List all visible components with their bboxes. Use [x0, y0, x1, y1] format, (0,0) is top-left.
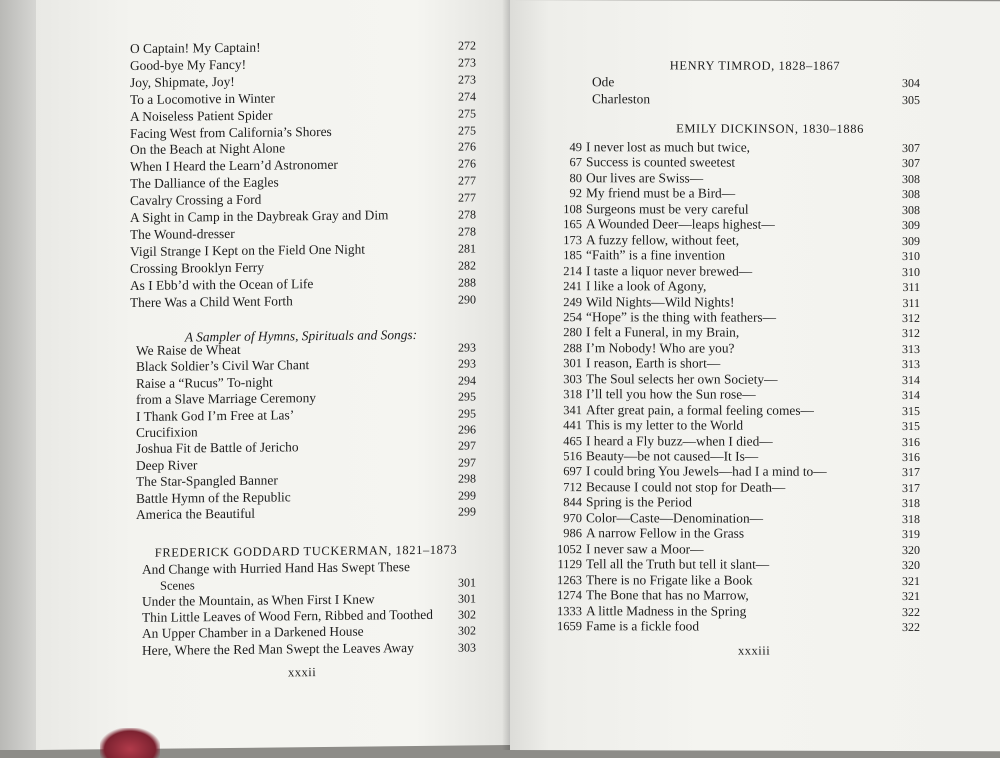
right-folio: xxxiii	[738, 643, 771, 658]
page-number: 320	[902, 542, 920, 557]
tuckerman-heading: FREDERICK GODDARD TUCKERMAN, 1821–1873	[154, 542, 458, 560]
poem-title: “Faith” is a fine invention	[586, 247, 726, 263]
poem-title: Deep River	[136, 457, 198, 473]
toc-entry	[550, 231, 920, 248]
poem-title: The Bone that has no Marrow,	[586, 587, 749, 603]
page-number: 307	[902, 141, 920, 156]
page-number: 318	[902, 511, 920, 526]
toc-entry-title	[550, 433, 773, 450]
toc-entry-title	[142, 640, 414, 659]
toc-entry-title	[550, 541, 704, 557]
page-number: 313	[902, 357, 920, 372]
page-number: 295	[458, 389, 476, 404]
poem-title: Black Soldier’s Civil War Chant	[136, 357, 310, 375]
page-number: 322	[902, 604, 920, 619]
poem-number: 303	[563, 371, 582, 386]
poem-title: The Star-Spangled Banner	[136, 472, 278, 490]
page-number: 317	[902, 480, 920, 495]
toc-entry-title	[550, 417, 743, 434]
page-number: 295	[458, 405, 476, 421]
toc-entry-title	[142, 607, 433, 626]
page-number: 308	[902, 202, 920, 217]
poem-number: 92	[569, 186, 582, 201]
poem-title: A Noiseless Patient Spider	[130, 107, 273, 124]
poem-title: I never lost as much but twice,	[586, 139, 750, 155]
page-number: 293	[458, 340, 476, 355]
page-number: 304	[902, 76, 920, 91]
poem-title: We Raise de Wheat	[136, 341, 241, 358]
left-folio: xxxii	[288, 665, 317, 680]
toc-entry	[550, 324, 920, 341]
poem-title: Vigil Strange I Kept on the Field One Night	[130, 241, 365, 259]
poem-title: Because I could not stop for Death—	[586, 479, 786, 495]
poem-title: And Change with Hurried Hand Has Swept These	[142, 559, 410, 577]
toc-entry	[550, 185, 920, 202]
page-number: 307	[902, 156, 920, 171]
right-page	[510, 0, 1000, 751]
poem-title: Color—Caste—Denomination—	[586, 509, 764, 526]
poem-title: Good-bye My Fancy!	[130, 56, 247, 73]
toc-entry-title	[136, 374, 273, 391]
page-number: 294	[458, 373, 476, 388]
poem-title: The Wound-dresser	[130, 225, 235, 242]
poem-title: I’m Nobody! Who are you?	[586, 340, 735, 356]
toc-entry-title	[550, 572, 753, 589]
toc-entry-title	[550, 510, 763, 527]
toc-entry-title	[550, 263, 752, 280]
page-number: 277	[458, 173, 476, 188]
poem-title: Surgeons must be very careful	[586, 200, 749, 217]
poem-title: Crossing Brooklyn Ferry	[130, 259, 264, 276]
page-number: 297	[458, 455, 476, 470]
page-number: 310	[902, 264, 920, 279]
poem-title: Our lives are Swiss—	[586, 170, 704, 186]
page-number: 310	[902, 249, 920, 264]
toc-entry-title	[550, 201, 749, 218]
toc-entry-title	[550, 309, 776, 326]
page-number: 315	[902, 419, 920, 434]
poem-title: Spring is the Period	[586, 494, 693, 510]
toc-entry	[550, 602, 920, 619]
poem-number: 214	[563, 263, 582, 278]
toc-entry-title	[550, 340, 735, 356]
page-number: 316	[902, 434, 920, 449]
poem-title: Beauty—be not caused—It Is—	[586, 448, 759, 464]
poem-number: 301	[563, 356, 582, 371]
poem-number: 165	[563, 217, 582, 232]
poem-title: The Dalliance of the Eagles	[130, 174, 279, 192]
poem-title: Success is counted sweetest	[586, 154, 736, 171]
poem-number: 1659	[557, 619, 582, 634]
toc-entry-title	[550, 556, 769, 573]
toc-entry-title	[550, 494, 692, 510]
toc-entry-title	[550, 618, 699, 634]
toc-entry-title	[550, 371, 778, 388]
toc-entry-title	[550, 155, 735, 171]
poem-number: 844	[563, 495, 582, 510]
poem-number: 1129	[557, 557, 582, 572]
page-number: 317	[902, 465, 920, 480]
page-number: 278	[458, 207, 476, 222]
poem-number: 712	[563, 480, 582, 495]
page-number: 298	[458, 471, 476, 486]
poem-title: Ode	[592, 74, 615, 90]
page-number: 296	[458, 422, 476, 437]
toc-entry-title	[130, 107, 272, 124]
poem-title: My friend must be a Bird—	[586, 185, 736, 201]
toc-entry-title	[136, 424, 198, 441]
poem-title: This is my letter to the World	[586, 417, 744, 433]
page-number: 273	[458, 72, 476, 87]
toc-entry-title	[550, 448, 758, 465]
toc-entry	[550, 355, 920, 372]
poem-number: 970	[563, 510, 582, 525]
left-page	[36, 0, 512, 750]
poem-title: “Hope” is the thing with feathers—	[586, 309, 777, 325]
toc-entry-title	[136, 457, 197, 474]
poem-title: Thin Little Leaves of Wood Fern, Ribbed and Toothed	[142, 607, 433, 626]
toc-entry-title	[136, 390, 316, 408]
page-number: 312	[902, 326, 920, 341]
page-number: 316	[902, 450, 920, 465]
poem-title: I reason, Earth is short—	[586, 355, 721, 371]
toc-entry	[550, 571, 920, 588]
poem-title: I never saw a Moor—	[586, 540, 704, 557]
toc-entry-title	[136, 473, 278, 490]
toc-entry-title	[592, 91, 650, 107]
page-number: 272	[458, 38, 476, 53]
toc-entry-title	[550, 247, 725, 263]
page-number: 322	[902, 619, 920, 635]
poem-title: Joy, Shipmate, Joy!	[130, 73, 235, 90]
toc-entry-title	[550, 355, 720, 371]
toc-entry-title	[550, 525, 744, 542]
poem-title: I’ll tell you how the Sun rose—	[586, 386, 756, 402]
toc-entry-title	[550, 185, 735, 201]
poem-title: There is no Frigate like a Book	[586, 571, 753, 588]
page-number: 309	[902, 218, 920, 233]
page-number: 299	[458, 504, 476, 519]
toc-entry-title	[130, 57, 246, 74]
toc-entry-title	[130, 40, 261, 57]
toc-entry-title	[130, 226, 235, 243]
poem-title-continuation: Scenes	[160, 578, 195, 593]
poem-title: Fame is a fickle food	[586, 618, 700, 634]
poem-title: Joshua Fit de Battle of Jericho	[136, 439, 299, 457]
toc-entry-title	[550, 139, 750, 156]
poem-title: Wild Nights—Wild Nights!	[586, 293, 735, 310]
page-number: 275	[458, 105, 476, 121]
poem-number: 241	[563, 279, 582, 294]
page-number: 273	[458, 55, 476, 70]
toc-entry-title	[550, 232, 739, 248]
toc-entry	[550, 309, 920, 326]
poem-title: I taste a liquor never brewed—	[586, 262, 753, 279]
toc-entry	[550, 525, 920, 542]
toc-entry-title	[130, 259, 264, 276]
page-number: 320	[902, 558, 920, 573]
dickinson-heading: EMILY DICKINSON, 1830–1886	[676, 121, 864, 136]
poem-title: An Upper Chamber in a Darkened House	[142, 623, 364, 642]
poem-title: Facing West from California’s Shores	[130, 123, 332, 141]
page-number: 276	[458, 156, 476, 171]
page-number: 275	[458, 122, 476, 138]
toc-entry	[550, 448, 920, 465]
toc-entry-title	[142, 559, 410, 578]
poem-number: 1333	[557, 603, 582, 618]
page-number: 276	[458, 139, 476, 154]
poem-number: 185	[563, 248, 582, 263]
page-number: 281	[458, 241, 476, 256]
toc-entry-title	[130, 74, 235, 91]
toc-entry-title	[550, 278, 706, 294]
poem-title: I like a look of Agony,	[586, 278, 707, 294]
page-number: 319	[902, 527, 920, 542]
page-number: 302	[458, 607, 476, 622]
poem-number: 441	[563, 418, 582, 433]
page-number: 301	[458, 575, 476, 590]
toc-entry-title	[130, 241, 365, 259]
toc-entry	[550, 587, 920, 604]
toc-entry-title	[550, 464, 827, 481]
poem-title: O Captain! My Captain!	[130, 39, 261, 57]
page-number: 312	[902, 310, 920, 326]
poem-title: There Was a Child Went Forth	[130, 292, 293, 310]
toc-entry-title	[130, 141, 285, 159]
toc-entry	[550, 463, 920, 480]
page-number: 309	[902, 233, 920, 248]
poem-number: 318	[563, 387, 582, 402]
toc-entry-title	[136, 342, 241, 359]
page-number: 282	[458, 258, 476, 273]
page-number: 314	[902, 372, 920, 387]
toc-entry	[550, 417, 920, 434]
sampler-heading: A Sampler of Hymns, Spirituals and Songs:	[184, 327, 418, 345]
page-number: 318	[902, 496, 920, 511]
page-number: 313	[902, 341, 920, 356]
poem-number: 1274	[557, 588, 582, 603]
toc-entry-title	[136, 407, 294, 425]
toc-entry-title	[550, 587, 749, 604]
poem-title: To a Locomotive in Winter	[130, 90, 275, 107]
toc-entry-title	[550, 386, 756, 403]
table-surface	[0, 0, 40, 750]
toc-entry	[550, 509, 920, 526]
toc-entry	[550, 386, 920, 403]
poem-number: 173	[563, 232, 582, 247]
poem-number: 341	[563, 402, 582, 417]
poem-title: Under the Mountain, as When First I Knew	[142, 591, 375, 609]
poem-number: 288	[563, 340, 582, 356]
poem-title: I could bring You Jewels—had I a mind to—	[586, 463, 827, 480]
toc-entry-title	[550, 402, 814, 419]
poem-title: from a Slave Marriage Ceremony	[136, 390, 316, 408]
poem-title: America the Beautiful	[136, 505, 255, 522]
page-number: 301	[458, 591, 476, 606]
toc-entry-title	[550, 324, 739, 340]
toc-entry-title	[136, 506, 255, 523]
toc-entry-title	[130, 276, 313, 294]
page-number: 321	[902, 589, 920, 604]
page-number: 308	[902, 171, 920, 186]
page-number: 297	[458, 438, 476, 453]
timrod-heading: HENRY TIMROD, 1828–1867	[669, 58, 841, 73]
page-number: 311	[902, 280, 920, 295]
toc-entry-title	[130, 293, 293, 311]
poem-title: As I Ebb’d with the Ocean of Life	[130, 275, 314, 293]
poem-title: A Sight in Camp in the Daybreak Gray and Dim	[130, 207, 389, 226]
poem-title: Tell all the Truth but tell it slant—	[586, 556, 770, 572]
poem-title: When I Heard the Learn’d Astronomer	[130, 157, 338, 175]
poem-title: I heard a Fly buzz—when I died—	[586, 432, 773, 449]
toc-entry-title	[130, 192, 261, 209]
poem-title: Crucifixion	[136, 424, 198, 440]
page-number: 311	[902, 295, 920, 310]
toc-entry	[550, 139, 920, 156]
toc-entry-title	[130, 90, 275, 108]
page-number: 278	[458, 224, 476, 239]
toc-entry-title	[130, 207, 388, 226]
toc-entry-title	[550, 170, 703, 186]
toc-entry	[592, 74, 920, 91]
poem-title: Charleston	[592, 90, 651, 106]
page-number: 308	[902, 187, 920, 202]
toc-entry	[550, 200, 920, 217]
poem-title: Cavalry Crossing a Ford	[130, 191, 262, 209]
toc-entry	[550, 216, 920, 233]
poem-title: A Wounded Deer—leaps highest—	[586, 216, 775, 232]
page-number: 314	[902, 388, 920, 403]
toc-entry	[592, 90, 920, 107]
poem-number: 254	[563, 310, 582, 325]
poem-title: After great pain, a formal feeling comes—	[586, 401, 814, 418]
poem-title: A little Madness in the Spring	[586, 602, 747, 619]
page-number: 277	[458, 190, 476, 205]
toc-entry-title	[130, 123, 332, 141]
toc-entry-title	[550, 603, 746, 620]
page-number: 305	[902, 92, 920, 107]
page-number: 321	[902, 573, 920, 588]
poem-number: 1263	[557, 572, 582, 587]
poem-number: 80	[569, 171, 582, 186]
toc-entry	[550, 154, 920, 171]
poem-title: The Soul selects her own Society—	[586, 370, 778, 387]
toc-entry	[550, 370, 920, 387]
poem-number: 49	[569, 140, 582, 155]
toc-entry-title	[136, 358, 309, 376]
page-number: 288	[458, 274, 476, 290]
poem-title: On the Beach at Night Alone	[130, 140, 286, 158]
thumb-at-bottom	[100, 728, 160, 758]
toc-entry	[550, 293, 920, 310]
toc-entry-title	[130, 175, 279, 193]
poem-number: 249	[563, 294, 582, 309]
page-number: 299	[458, 487, 476, 503]
poem-title: I Thank God I’m Free at Las’	[136, 406, 295, 424]
poem-title: Raise a “Rucus” To-night	[136, 374, 273, 391]
toc-entry	[550, 479, 920, 495]
poem-title: A narrow Fellow in the Grass	[586, 525, 745, 541]
toc-entry-title	[130, 157, 338, 175]
page-number: 290	[458, 291, 476, 307]
poem-number: 108	[563, 201, 582, 216]
toc-entry	[130, 37, 476, 57]
poem-number: 697	[563, 464, 582, 479]
page-number: 293	[458, 356, 476, 371]
poem-title: I felt a Funeral, in my Brain,	[586, 324, 740, 340]
page-number: 303	[458, 639, 476, 655]
poem-title: Battle Hymn of the Republic	[136, 488, 291, 506]
poem-number: 67	[569, 155, 582, 170]
toc-entry	[550, 432, 920, 449]
poem-number: 280	[563, 325, 582, 340]
poem-title: Here, Where the Red Man Swept the Leaves Away	[142, 639, 414, 658]
toc-entry	[550, 401, 920, 418]
toc-entry	[550, 556, 920, 573]
toc-entry-title	[136, 440, 299, 458]
poem-number: 986	[563, 526, 582, 541]
toc-entry-title	[550, 479, 785, 496]
page-number: 315	[902, 403, 920, 418]
toc-entry-title	[550, 216, 775, 233]
toc-entry-title	[136, 489, 291, 507]
page-number: 302	[458, 623, 476, 638]
poem-number: 1052	[557, 541, 582, 556]
toc-entry-title	[550, 294, 734, 310]
poem-number: 516	[563, 449, 582, 464]
page-number: 274	[458, 89, 476, 104]
toc-entry-title	[592, 74, 614, 90]
toc-entry	[550, 262, 920, 279]
poem-title: A fuzzy fellow, without feet,	[586, 231, 740, 248]
poem-number: 465	[563, 433, 582, 448]
